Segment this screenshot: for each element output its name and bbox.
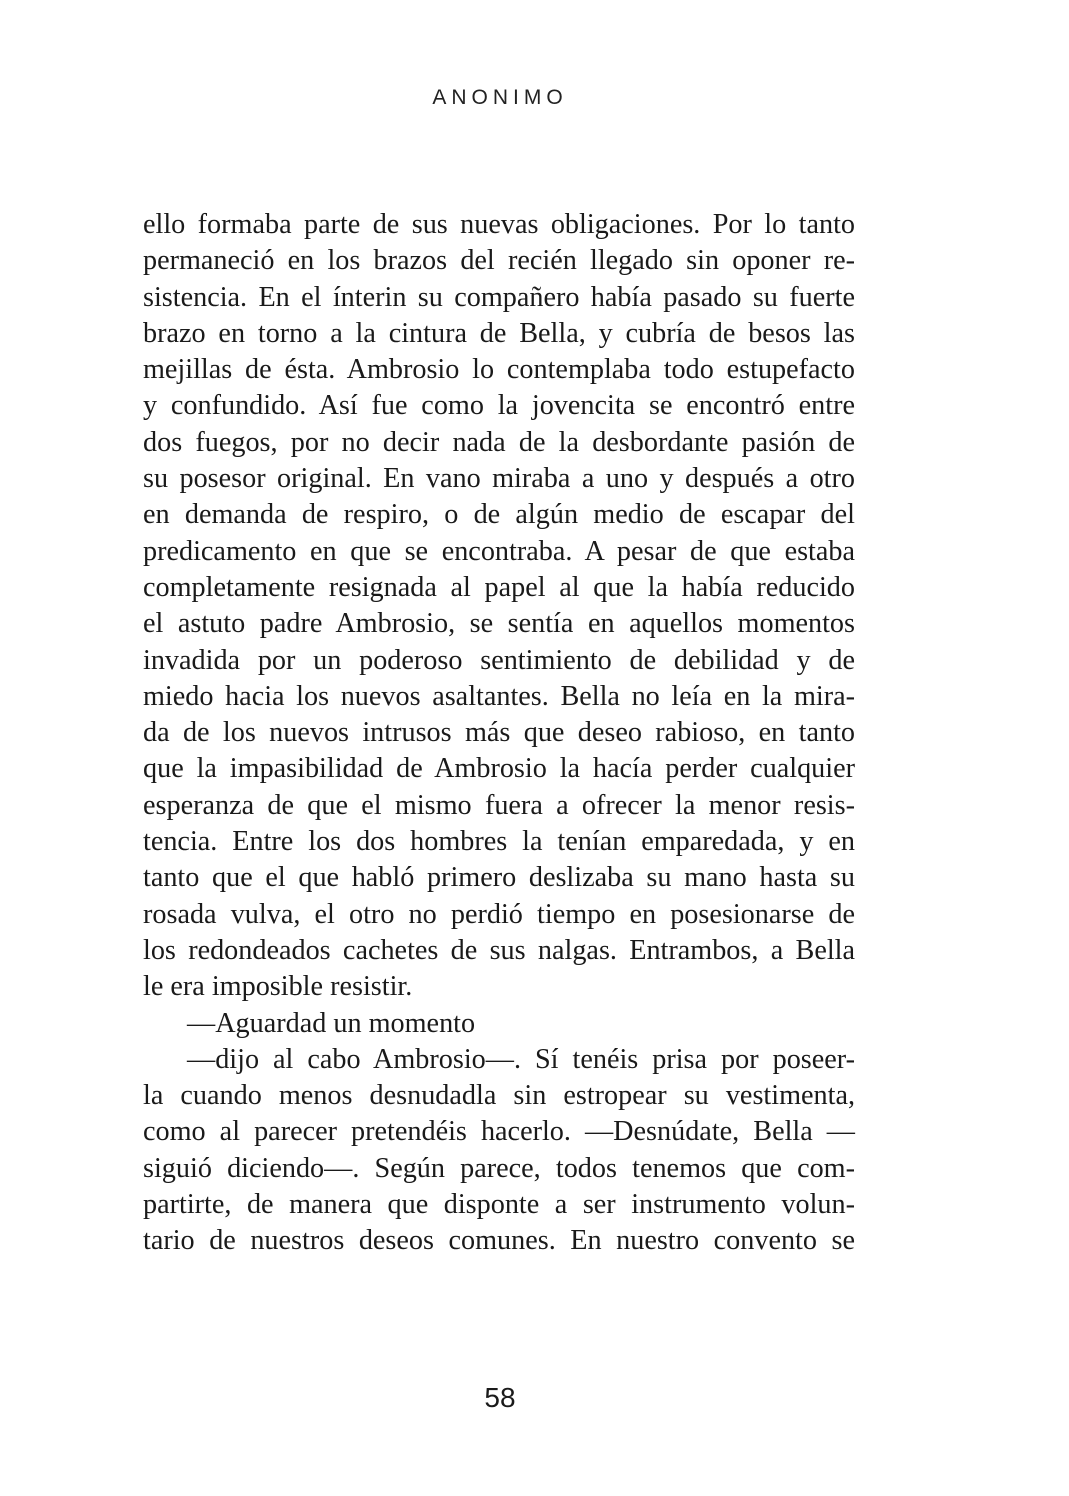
text-line: invadida por un poderoso sentimiento de debilidad y de [143, 644, 855, 676]
text-line: miedo hacia los nuevos asaltantes. Bella no leía en la mira- [143, 680, 855, 712]
text-line: permaneció en los brazos del recién llegado sin oponer re- [143, 245, 855, 277]
text-line: —Aguardad un momento [187, 1007, 476, 1039]
text-line: brazo en torno a la cintura de Bella, y cubría de besos las [143, 317, 855, 349]
text-line: rosada vulva, el otro no perdió tiempo en posesionarse de [143, 898, 855, 930]
text-line: sistencia. En el ínterin su compañero había pasado su fuerte [143, 281, 855, 313]
text-line: da de los nuevos intrusos más que deseo rabioso, en tanto [143, 717, 855, 749]
text-line: tanto que el que habló primero deslizaba su mano hasta su [143, 862, 855, 894]
text-line: tencia. Entre los dos hombres la tenían emparedada, y en [143, 826, 855, 858]
running-head: ANONIMO [432, 86, 568, 109]
page-number: 58 [484, 1382, 516, 1413]
text-line: ello formaba parte de sus nuevas obligaciones. Por lo tanto [143, 209, 855, 240]
text-line: como al parecer pretendéis hacerlo. —Desnúdate, Bella — [143, 1116, 855, 1148]
text-line: le era imposible resistir. [143, 971, 413, 1003]
text-line: —dijo al cabo Ambrosio—. Sí tenéis prisa por poseer- [187, 1043, 855, 1075]
text-line: en demanda de respiro, o de algún medio de escapar del [143, 499, 855, 531]
text-line: esperanza de que el mismo fuera a ofrecer la menor resis- [143, 789, 855, 821]
text-line: completamente resignada al papel al que la había reducido [143, 571, 855, 603]
text-line: partirte, de manera que disponte a ser instrumento volun- [143, 1189, 855, 1221]
text-line: dos fuegos, por no decir nada de la desbordante pasión de [143, 426, 855, 458]
text-line: la cuando menos desnudadla sin estropear su vestimenta, [143, 1080, 855, 1112]
text-line: mejillas de ésta. Ambrosio lo contemplaba todo estupefacto [143, 354, 855, 386]
text-line: predicamento en que se encontraba. A pesar de que estaba [143, 535, 855, 567]
text-line: los redondeados cachetes de sus nalgas. Entrambos, a Bella [143, 934, 855, 966]
text-line: el astuto padre Ambrosio, se sentía en aquellos momentos [143, 608, 855, 640]
body-text [143, 207, 855, 1260]
text-line: su posesor original. En vano miraba a uno y después a otro [143, 463, 855, 495]
text-line: siguió diciendo—. Según parece, todos tenemos que com- [143, 1152, 855, 1184]
text-line: tario de nuestros deseos comunes. En nuestro convento se [143, 1225, 855, 1257]
text-line: y confundido. Así fue como la jovencita se encontró entre [143, 390, 855, 422]
text-line: que la impasibilidad de Ambrosio la hacía perder cualquier [143, 753, 855, 785]
